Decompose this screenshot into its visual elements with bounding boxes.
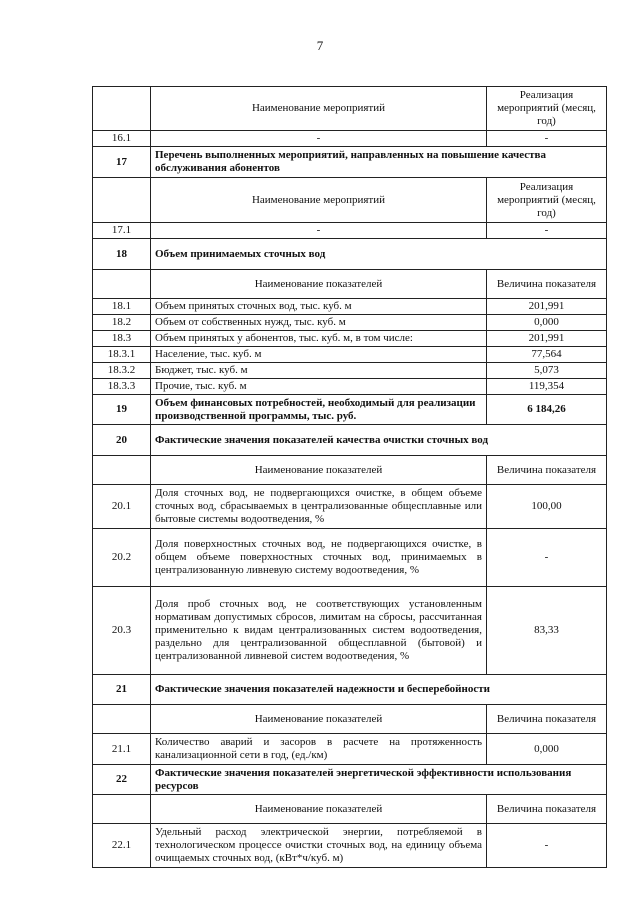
row-name: Бюджет, тыс. куб. м (151, 363, 487, 379)
row-number: 20.1 (93, 485, 151, 529)
column-header-name: Наименование показателей (151, 270, 487, 299)
row-number: 18.3.2 (93, 363, 151, 379)
section-title: Фактические значения показателей энергетической эффективности использования ресурсов (151, 765, 607, 795)
table-row (93, 239, 607, 270)
header-number-cell (93, 705, 151, 734)
table-row (93, 456, 607, 485)
row-name: - (151, 223, 487, 239)
column-header-value: Величина показателя (487, 456, 607, 485)
header-number-cell (93, 795, 151, 824)
table-row (93, 270, 607, 299)
table-row (93, 315, 607, 331)
row-name: Объем принятых у абонентов, тыс. куб. м, в том числе: (151, 331, 487, 347)
table-row (93, 363, 607, 379)
section-number: 17 (93, 147, 151, 178)
row-value: 5,073 (487, 363, 607, 379)
row-name: - (151, 131, 487, 147)
table-row (93, 485, 607, 529)
production-program-table (92, 86, 607, 868)
page-number: 7 (316, 38, 324, 53)
row-value: 0,000 (487, 315, 607, 331)
row-value: 83,33 (487, 587, 607, 675)
section-title: Объем принимаемых сточных вод (151, 239, 607, 270)
table-row (93, 223, 607, 239)
table-row (93, 331, 607, 347)
row-value: 201,991 (487, 299, 607, 315)
table-row (93, 824, 607, 868)
row-number: 21.1 (93, 734, 151, 765)
row-number: 16.1 (93, 131, 151, 147)
column-header-name: Наименование показателей (151, 705, 487, 734)
row-value: 0,000 (487, 734, 607, 765)
column-header-value: Величина показателя (487, 705, 607, 734)
section-number: 18 (93, 239, 151, 270)
row-value: 100,00 (487, 485, 607, 529)
row-number: 19 (93, 395, 151, 425)
row-name: Количество аварий и засоров в расчете на протяженность канализационной сети в год, (ед./км) (151, 734, 487, 765)
table-row (93, 87, 607, 131)
column-header-name: Наименование показателей (151, 456, 487, 485)
table-row (93, 299, 607, 315)
row-number: 18.3.1 (93, 347, 151, 363)
column-header-name: Наименование показателей (151, 795, 487, 824)
row-value: - (487, 131, 607, 147)
row-number: 22.1 (93, 824, 151, 868)
table-row (93, 347, 607, 363)
row-name: Доля поверхностных сточных вод, не подвергающихся очистке, в общем объеме поверхностных сточных вод, принимаемых в централизованную ливневую систему водоотведения, % (151, 529, 487, 587)
row-value: 6 184,26 (487, 395, 607, 425)
table-row (93, 147, 607, 178)
row-name: Объем принятых сточных вод, тыс. куб. м (151, 299, 487, 315)
row-name: Объем финансовых потребностей, необходимый для реализации производственной программы, тыс. руб. (151, 395, 487, 425)
header-number-cell (93, 456, 151, 485)
row-value: - (487, 824, 607, 868)
table-row (93, 379, 607, 395)
column-header-value: Величина показателя (487, 795, 607, 824)
table-row (93, 425, 607, 456)
row-name: Население, тыс. куб. м (151, 347, 487, 363)
section-title: Фактические значения показателей качества очистки сточных вод (151, 425, 607, 456)
table-row (93, 675, 607, 705)
row-value: 77,564 (487, 347, 607, 363)
column-header-value: Величина показателя (487, 270, 607, 299)
column-header-value: Реализация мероприятий (месяц, год) (487, 87, 607, 131)
column-header-name: Наименование мероприятий (151, 87, 487, 131)
section-number: 21 (93, 675, 151, 705)
column-header-name: Наименование мероприятий (151, 178, 487, 223)
row-value: - (487, 529, 607, 587)
table-row (93, 734, 607, 765)
table-row (93, 131, 607, 147)
header-number-cell (93, 270, 151, 299)
table-row (93, 705, 607, 734)
table-row (93, 795, 607, 824)
row-value: 119,354 (487, 379, 607, 395)
row-number: 18.3 (93, 331, 151, 347)
row-number: 18.1 (93, 299, 151, 315)
section-title: Фактические значения показателей надежности и бесперебойности (151, 675, 607, 705)
table-row (93, 178, 607, 223)
table-row (93, 587, 607, 675)
section-number: 20 (93, 425, 151, 456)
row-value: - (487, 223, 607, 239)
row-number: 18.3.3 (93, 379, 151, 395)
header-number-cell (93, 178, 151, 223)
header-number-cell (93, 87, 151, 131)
row-number: 20.2 (93, 529, 151, 587)
column-header-value: Реализация мероприятий (месяц, год) (487, 178, 607, 223)
row-name: Доля сточных вод, не подвергающихся очистке, в общем объеме сточных вод, сбрасываемых в централизованные общесплавные или бытовые системы водоотведения, % (151, 485, 487, 529)
row-name: Удельный расход электрической энергии, потребляемой в технологическом процессе очистки сточных вод, на единицу объема очищаемых сточных вод, (кВт*ч/куб. м) (151, 824, 487, 868)
row-number: 20.3 (93, 587, 151, 675)
table-row (93, 529, 607, 587)
table-row (93, 765, 607, 795)
section-title: Перечень выполненных мероприятий, направленных на повышение качества обслуживания абонентов (151, 147, 607, 178)
row-number: 17.1 (93, 223, 151, 239)
row-name: Объем от собственных нужд, тыс. куб. м (151, 315, 487, 331)
row-name: Прочие, тыс. куб. м (151, 379, 487, 395)
table-row (93, 395, 607, 425)
row-number: 18.2 (93, 315, 151, 331)
section-number: 22 (93, 765, 151, 795)
row-name: Доля проб сточных вод, не соответствующих установленным нормативам допустимых сбросов, лимитам на сбросы, рассчитанная применительно к видам централизованных систем водоотведения, раздельно для централизованной общесплавной (бытовой) и централизованной ливневой систем водоотведения, % (151, 587, 487, 675)
row-value: 201,991 (487, 331, 607, 347)
